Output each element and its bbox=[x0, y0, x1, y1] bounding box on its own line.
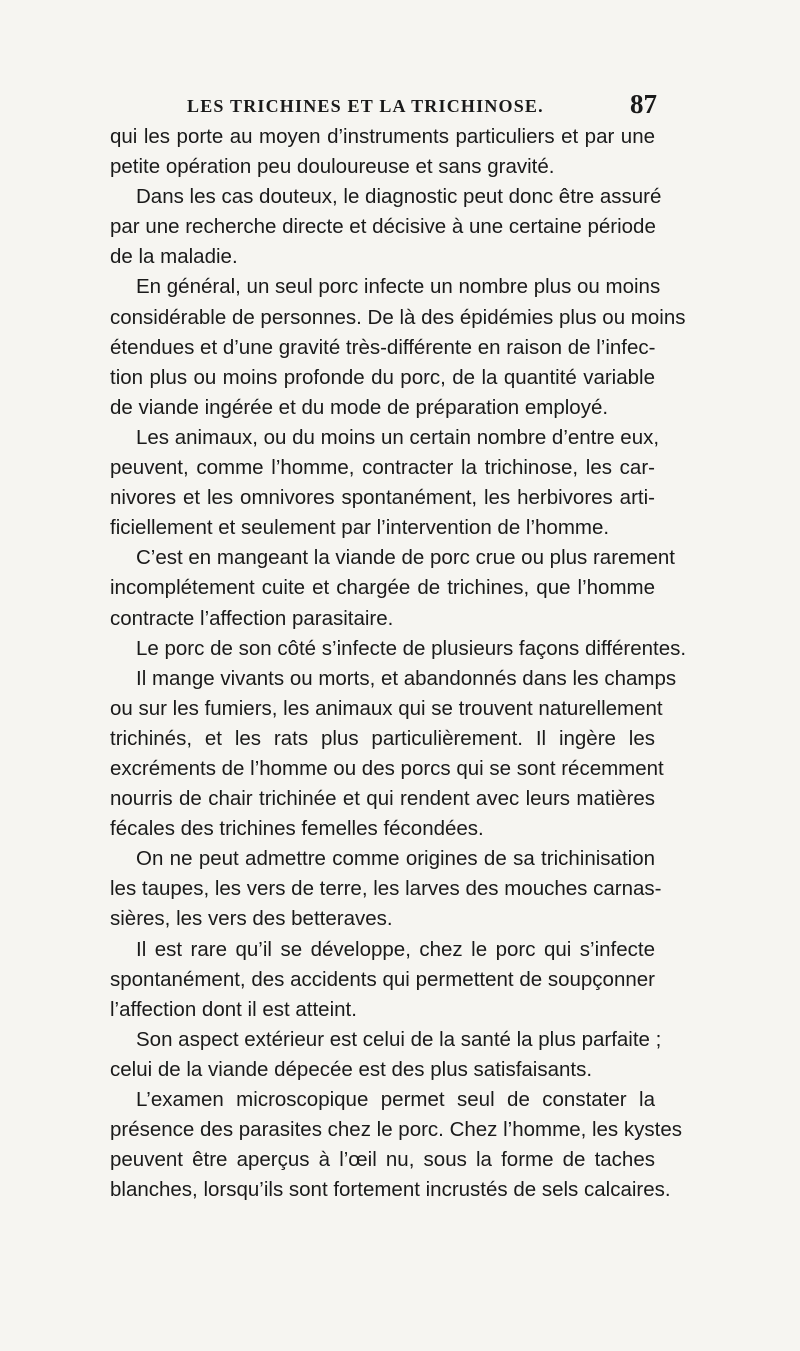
text-line: sières, les vers des betteraves. bbox=[110, 907, 393, 931]
text-line: par une recherche directe et décisive à une certaine période bbox=[110, 215, 656, 239]
text-line: Les animaux, ou du moins un certain nombre d’entre eux, bbox=[136, 425, 660, 449]
text-line: celui de la viande dépecée est des plus satisfaisants. bbox=[110, 1057, 593, 1081]
text-line: peuvent être aperçus à l’œil nu, sous la forme de taches bbox=[110, 1148, 655, 1172]
text-line: de viande ingérée et du mode de préparation employé. bbox=[110, 395, 609, 419]
text-line: nivores et les omnivores spontanément, les herbivores arti- bbox=[110, 486, 655, 510]
page-number: 87 bbox=[630, 89, 657, 119]
running-head bbox=[187, 89, 657, 120]
text-line: ou sur les fumiers, les animaux qui se trouvent naturellement bbox=[110, 696, 663, 720]
text-line: Il est rare qu’il se développe, chez le porc qui s’infecte bbox=[136, 937, 655, 961]
text-line: On ne peut admettre comme origines de sa trichinisation bbox=[136, 847, 655, 871]
body-text bbox=[110, 122, 687, 1205]
text-line: C’est en mangeant la viande de porc crue ou plus rarement bbox=[136, 546, 676, 570]
text-line: présence des parasites chez le porc. Chez l’homme, les kystes bbox=[110, 1118, 682, 1142]
text-line: étendues et d’une gravité très-différente en raison de l’infec- bbox=[110, 335, 656, 359]
text-line: Le porc de son côté s’infecte de plusieurs façons différentes. bbox=[136, 636, 687, 660]
text-line: L’examen microscopique permet seul de constater la bbox=[136, 1088, 655, 1111]
text-line: fécales des trichines femelles fécondées. bbox=[110, 817, 484, 841]
text-line: de la maladie. bbox=[110, 245, 238, 269]
text-line: excréments de l’homme ou des porcs qui se sont récemment bbox=[110, 756, 664, 780]
text-line: spontanément, des accidents qui permettent de soupçonner bbox=[110, 967, 655, 991]
text-line: Il mange vivants ou morts, et abandonnés dans les champs bbox=[136, 666, 677, 690]
text-line: considérable de personnes. De là des épidémies plus ou moins bbox=[110, 305, 686, 329]
text-line: En général, un seul porc infecte un nombre plus ou moins bbox=[136, 275, 661, 299]
text-line: blanches, lorsqu’ils sont fortement incrustés de sels calcaires. bbox=[110, 1178, 671, 1202]
running-title: LES TRICHINES ET LA TRICHINOSE. bbox=[187, 96, 544, 116]
text-line: peuvent, comme l’homme, contracter la trichinose, les car- bbox=[110, 456, 655, 480]
text-line: trichinés, et les rats plus particulièrement. Il ingère les bbox=[110, 726, 655, 750]
text-line: contracte l’affection parasitaire. bbox=[110, 606, 394, 630]
text-line: nourris de chair trichinée et qui rendent avec leurs matières bbox=[110, 787, 655, 811]
text-line: ficiellement et seulement par l’intervention de l’homme. bbox=[110, 516, 610, 540]
text-line: tion plus ou moins profonde du porc, de la quantité variable bbox=[110, 365, 655, 389]
text-line: petite opération peu douloureuse et sans gravité. bbox=[110, 155, 555, 179]
text-line: qui les porte au moyen d’instruments particuliers et par une bbox=[110, 125, 655, 148]
text-line: Son aspect extérieur est celui de la santé la plus parfaite ; bbox=[136, 1027, 662, 1051]
text-line: Dans les cas douteux, le diagnostic peut donc être assuré bbox=[136, 185, 662, 209]
text-line: incomplétement cuite et chargée de trichines, que l’homme bbox=[110, 576, 655, 600]
text-line: les taupes, les vers de terre, les larves des mouches carnas- bbox=[110, 877, 662, 901]
text-line: l’affection dont il est atteint. bbox=[110, 997, 357, 1021]
